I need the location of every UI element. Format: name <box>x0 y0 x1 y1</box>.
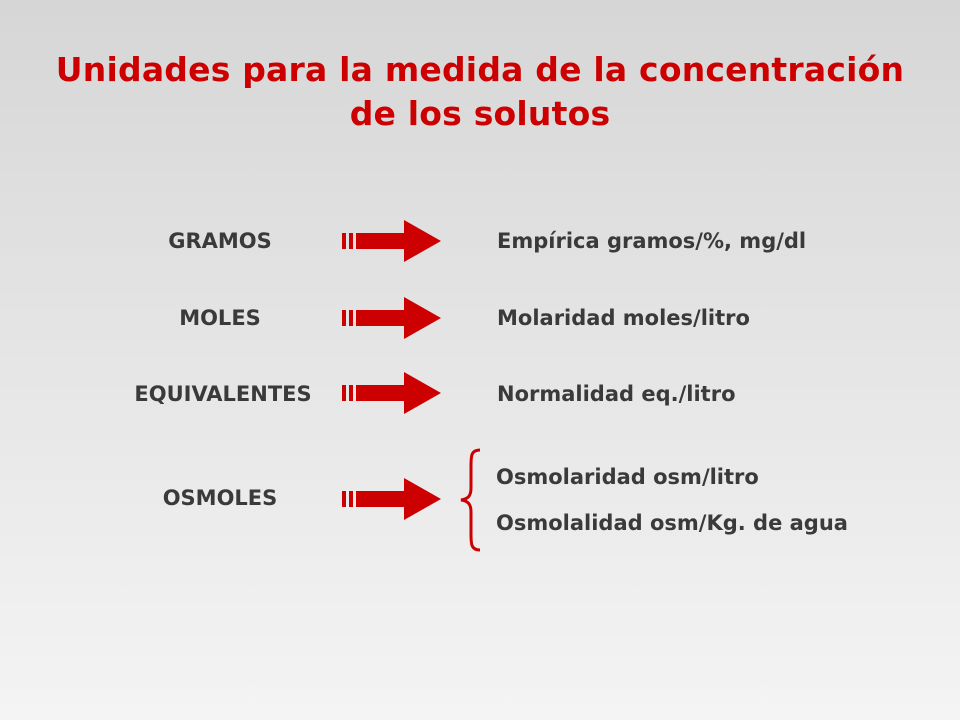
arrow-right-icon <box>340 465 445 535</box>
title-line-2: de los solutos <box>349 94 611 133</box>
arrow-right-icon <box>340 359 445 429</box>
desc-moles: Molaridad moles/litro <box>497 306 750 330</box>
title-line-1: Unidades para la medida de la concentración <box>55 50 905 89</box>
label-moles: MOLES <box>179 306 261 330</box>
label-equivalentes: EQUIVALENTES <box>134 382 312 406</box>
arrow-right-icon <box>340 284 445 354</box>
desc-osmolaridad: Osmolaridad osm/litro <box>496 465 759 489</box>
slide-title <box>0 48 960 136</box>
curly-brace-icon <box>458 448 482 552</box>
label-osmoles: OSMOLES <box>162 486 278 510</box>
desc-equivalentes: Normalidad eq./litro <box>497 382 736 406</box>
desc-osmolalidad: Osmolalidad osm/Kg. de agua <box>496 511 848 535</box>
arrow-right-icon <box>340 207 445 277</box>
label-gramos: GRAMOS <box>168 229 272 253</box>
desc-gramos: Empírica gramos/%, mg/dl <box>497 229 807 253</box>
